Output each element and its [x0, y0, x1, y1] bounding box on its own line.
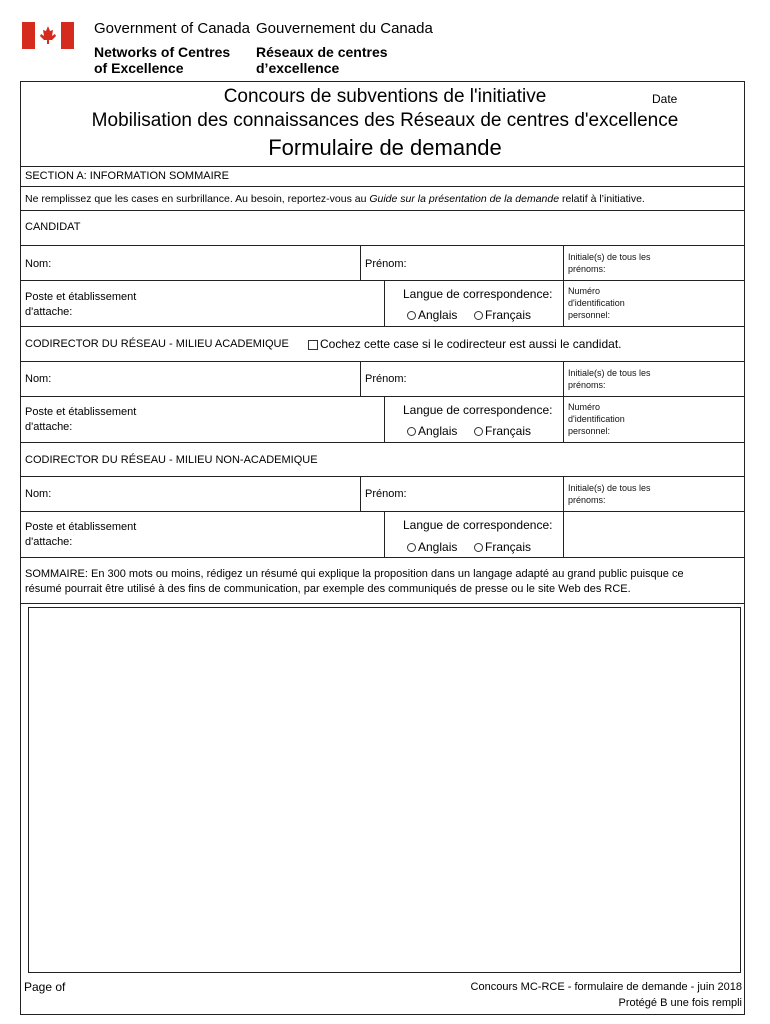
codir-acad-francais-radio[interactable]: Français: [474, 424, 531, 438]
divider: [563, 476, 564, 511]
codir-nonacad-anglais-radio[interactable]: Anglais: [407, 540, 457, 554]
codir-nonacad-nom-field[interactable]: Nom:: [25, 488, 52, 500]
candidat-francais-radio[interactable]: Français: [474, 308, 531, 322]
divider: [20, 186, 745, 187]
codir-nonacad-prenom-field[interactable]: Prénom:: [365, 488, 407, 500]
codir-acad-poste-field[interactable]: Poste et établissement d'attache:: [25, 406, 137, 433]
divider: [20, 361, 745, 362]
divider: [360, 476, 361, 511]
radio-icon: [407, 311, 416, 320]
government-header: [0, 0, 770, 80]
radio-icon: [474, 427, 483, 436]
candidat-nom-field[interactable]: Nom:: [25, 258, 52, 270]
candidat-heading: CANDIDAT: [25, 221, 81, 233]
date-field[interactable]: Date: [652, 92, 678, 106]
divider: [384, 396, 385, 442]
divider: [563, 511, 564, 557]
divider: [360, 245, 361, 280]
codir-acad-langue-label: Langue de correspondence:: [403, 403, 553, 417]
canada-flag-icon: [22, 22, 74, 49]
instructions: Ne remplissez que les cases en surbrillance. Au besoin, reportez-vous au Guide sur la présentation de la demande relatif à l’initiative.: [25, 193, 645, 205]
codir-acad-prenom-field[interactable]: Prénom:: [365, 373, 407, 385]
codir-acad-initiales-field[interactable]: Initiale(s) de tous les prénoms:: [568, 368, 651, 390]
divider: [360, 361, 361, 396]
codir-acad-nom-field[interactable]: Nom:: [25, 373, 52, 385]
divider: [20, 166, 745, 167]
codir-nonacad-poste-field[interactable]: Poste et établissement d'attache:: [25, 521, 137, 548]
sommaire-textarea[interactable]: [28, 607, 741, 973]
divider: [20, 245, 745, 246]
divider: [563, 361, 564, 442]
codir-acad-heading: CODIRECTOR DU RÉSEAU - MILIEU ACADEMIQUE: [25, 338, 289, 350]
divider: [20, 280, 745, 281]
checkbox-icon: [308, 340, 318, 350]
divider: [20, 557, 745, 558]
candidat-initiales-field[interactable]: Initiale(s) de tous les prénoms:: [568, 252, 651, 274]
divider: [20, 476, 745, 477]
divider: [20, 396, 745, 397]
candidat-langue-label: Langue de correspondence:: [403, 287, 553, 301]
candidat-anglais-radio[interactable]: Anglais: [407, 308, 457, 322]
page-number: Page of: [24, 980, 66, 994]
section-a-heading: SECTION A: INFORMATION SOMMAIRE: [25, 170, 229, 182]
radio-icon: [407, 427, 416, 436]
codir-acad-anglais-radio[interactable]: Anglais: [407, 424, 457, 438]
government-name-fr: Gouvernement du Canada: [256, 20, 433, 37]
divider: [20, 210, 745, 211]
codir-nonacad-initiales-field[interactable]: Initiale(s) de tous les prénoms:: [568, 483, 651, 505]
divider: [384, 511, 385, 557]
candidat-poste-field[interactable]: Poste et établissement d'attache:: [25, 291, 137, 318]
radio-icon: [474, 311, 483, 320]
radio-icon: [407, 543, 416, 552]
program-name-fr: Réseaux de centres d’excellence: [256, 44, 388, 76]
radio-icon: [474, 543, 483, 552]
codir-nonacad-langue-label: Langue de correspondence:: [403, 518, 553, 532]
government-name-en: Government of Canada: [94, 20, 250, 37]
sommaire-instructions: SOMMAIRE: En 300 mots ou moins, rédigez un résumé qui explique la proposition dans un langage adapté au grand public puisque ce résumé pourrait être utilisé à des fins de communication, par exemple des communiqués de presse ou le site Web des RCE.: [25, 568, 684, 595]
divider: [20, 511, 745, 512]
codir-nonacad-heading: CODIRECTOR DU RÉSEAU - MILIEU NON-ACADEMIQUE: [25, 454, 318, 466]
form-title-line2: Mobilisation des connaissances des Réseaux de centres d'excellence: [91, 110, 679, 131]
form-footer: Concours MC-RCE - formulaire de demande - juin 2018 Protégé B une fois rempli: [470, 981, 742, 1009]
codir-same-as-candidate-checkbox[interactable]: Cochez cette case si le codirecteur est aussi le candidat.: [308, 337, 622, 351]
divider: [20, 326, 745, 327]
codir-acad-numero-field[interactable]: Numéro d'identification personnel:: [568, 402, 625, 436]
divider: [20, 442, 745, 443]
divider: [20, 603, 745, 604]
candidat-numero-field[interactable]: Numéro d'identification personnel:: [568, 286, 625, 320]
codir-nonacad-francais-radio[interactable]: Français: [474, 540, 531, 554]
divider: [563, 245, 564, 326]
candidat-prenom-field[interactable]: Prénom:: [365, 258, 407, 270]
form-title: Formulaire de demande: [268, 135, 502, 160]
form-title-line1: Concours de subventions de l'initiative: [223, 86, 547, 107]
program-name-en: Networks of Centres of Excellence: [94, 44, 231, 76]
divider: [384, 280, 385, 326]
